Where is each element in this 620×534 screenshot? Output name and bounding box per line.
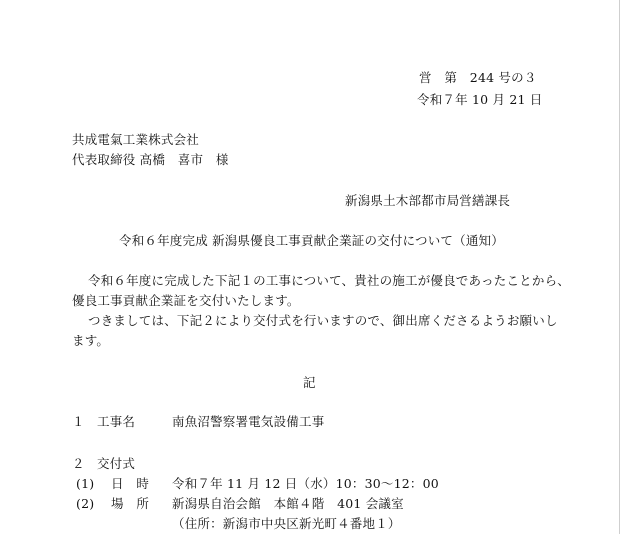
sender-title: 新潟県土木部都市局営繕課長: [345, 193, 511, 208]
ki-heading: 記: [303, 375, 316, 390]
sub-item-2-value: 新潟県自治会館 本館４階 401 会議室: [172, 496, 404, 511]
document-number: 営 第 244 号の３: [419, 70, 537, 85]
sub-item-1-label: 日 時: [111, 476, 150, 491]
item-2-label: 交付式: [97, 456, 136, 471]
body-paragraph-2-line-1: つきましては、下記２により交付式を行いますので、御出席くださるようお願いし: [88, 313, 558, 328]
sub-item-1-number: (1): [76, 476, 95, 491]
item-1-value: 南魚沼警察署電気設備工事: [172, 414, 325, 429]
sub-item-2-number: (2): [76, 496, 95, 511]
body-paragraph-2-line-2: ます。: [72, 333, 110, 348]
sub-item-1-value: 令和７年 11 月 12 日（水）10：30～12：00: [172, 476, 439, 491]
body-paragraph-1-line-1: 令和６年度に完成した下記１の工事について、貴社の施工が優良であったことから、: [88, 273, 570, 288]
sub-item-2-address: （住所：新潟市中央区新光町４番地１）: [172, 516, 401, 531]
recipient-representative: 代表取締役 高橋 喜市 様: [72, 152, 229, 167]
document-subject: 令和６年度完成 新潟県優良工事貢献企業証の交付について（通知）: [119, 233, 504, 248]
body-paragraph-1-line-2: 優良工事貢献企業証を交付いたします。: [72, 293, 300, 308]
item-1-number: １: [72, 414, 85, 429]
recipient-company: 共成電氣工業株式会社: [72, 132, 200, 147]
item-2-number: ２: [72, 456, 85, 471]
item-1-label: 工事名: [97, 414, 136, 429]
sub-item-2-label: 場 所: [111, 496, 150, 511]
document-date: 令和７年 10 月 21 日: [417, 92, 543, 107]
